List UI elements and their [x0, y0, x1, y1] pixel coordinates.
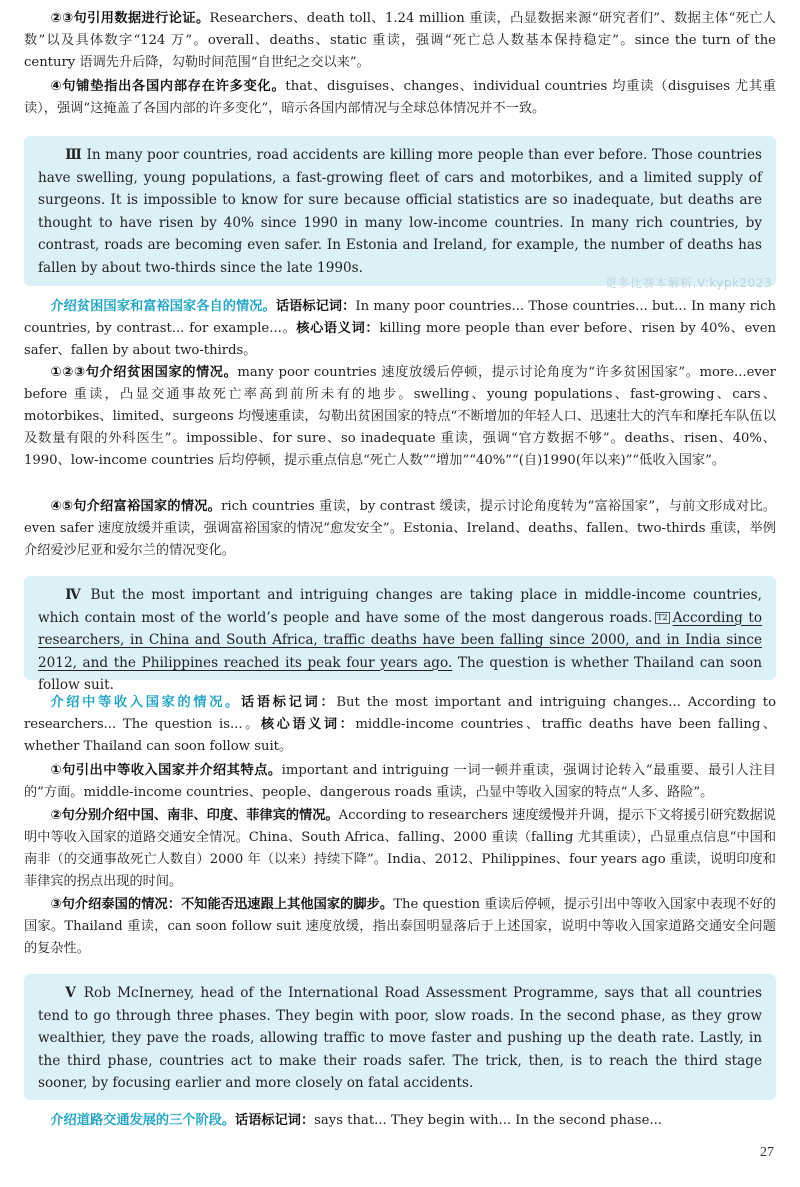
markers-label: 话语标记词：: [235, 1113, 315, 1128]
markers-text: In many poor countries... Those countries... but... In many rich countries, by contrast... for example...。: [24, 299, 777, 336]
passage-box-section-5: [24, 974, 776, 1100]
analysis-paragraph: [24, 362, 776, 472]
core-label: 核心语义词：: [260, 717, 356, 732]
summary-lead: 介绍道路交通发展的三个阶段。: [50, 1113, 236, 1128]
markers-text: But the most important and intriguing changes... According to researchers... The question is...。: [24, 695, 777, 732]
paragraph-lead: ①②③句介绍贫困国家的情况。: [50, 365, 238, 380]
paragraph-lead: ③句介绍泰国的情况：不知能否迅速跟上其他国家的脚步。: [50, 897, 394, 912]
markers-label: 话语标记词：: [275, 299, 356, 314]
core-text: middle-income countries、traffic deaths have been falling、whether Thailand can soon follow suit。: [24, 717, 777, 754]
section-numeral: Ⅴ: [65, 985, 78, 1000]
paragraph-lead: ②③句引用数据进行论证。: [50, 11, 210, 26]
paragraph-text: rich countries 重读，by contrast 缓读，提示讨论角度转为“富裕国家”，与前文形成对比。even safer 速度放缓并重读，强调富裕国家的情况“愈发安全”。Estonia、Ireland、deaths、fallen、two-thirds 重读，举例介绍爱沙尼亚和爱尔兰的情况变化。: [24, 499, 776, 558]
section-numeral: Ⅲ: [65, 147, 82, 162]
passage-box-section-4: [24, 576, 776, 693]
analysis-paragraph: [24, 8, 776, 74]
passage-box-section-3: [24, 136, 776, 286]
paragraph-lead: ①句引出中等收入国家并介绍其特点。: [50, 763, 282, 778]
question-marker: T2: [657, 613, 668, 622]
paragraph-text: The question 重读后停顿，提示引出中等收入国家中表现不好的国家。Thailand 重读，can soon follow suit 速度放缓，指出泰国明显落后于上述国家，说明中等收入国家道路交通安全问题的复杂性。: [24, 897, 776, 956]
section-numeral: Ⅳ: [65, 587, 84, 602]
summary-lead: 介绍中等收入国家的情况。: [50, 695, 242, 710]
paragraph-lead: ④⑤句介绍富裕国家的情况。: [50, 499, 222, 514]
paragraph-text: many poor countries 速度放缓后停顿，提示讨论角度为“许多贫困国家”。more...ever before 重读，凸显交通事故死亡率高到前所未有的地步。swelling、young populations、fast-growing、cars、motorbikes、limited、surgeons 均慢速重读，勾勒出贫困国家的特点“不断增加的年轻人口、迅速壮大的汽车和摩托车队伍以及数量有限的外科医生”。impossible、for sure、so inadequate 重读，强调“官方数据不够”。deaths、risen、40%、1990、low-income countries 后均停顿，提示重点信息“死亡人数”“增加”“40%”“(自)1990(年以来)”“低收入国家”。: [24, 365, 776, 468]
watermark: 更多比赛本解析,V:kypk2023: [605, 276, 772, 290]
core-text: killing more people than ever before、risen by 40%、even safer、fallen by about two-thirds。: [24, 321, 776, 358]
analysis-paragraph: [24, 496, 776, 562]
summary-paragraph: [24, 692, 776, 758]
paragraph-text: Researchers、death toll、1.24 million 重读，凸显数据来源“研究者们”、数据主体“死亡人数”以及具体数字“124 万”。overall、deaths、static 重读，强调“死亡总人数基本保持稳定”。since the turn of the century 语调先升后降，勾勒时间范围“自世纪之交以来”。: [24, 11, 776, 70]
analysis-paragraph: [24, 805, 776, 893]
passage-text: The question is whether Thailand can soon follow suit.: [38, 654, 762, 693]
passage-text: Rob McInerney, head of the International Road Assessment Programme, says that all countries tend to go through three phases. They begin with poor, slow roads. In the second phase, as they grow wealthier, they pave the roads, allowing traffic to move faster and pushing up the death rate. Lastly, in the third phase, countries act to make their roads safer. The trick, then, is to reach the third stage sooner, by focusing earlier and more closely on fatal accidents.: [38, 985, 762, 1091]
paragraph-lead: ④句铺垫指出各国内部存在许多变化。: [50, 79, 286, 94]
paragraph-lead: ②句分别介绍中国、南非、印度、菲律宾的情况。: [50, 808, 339, 823]
markers-label: 话语标记词：: [241, 695, 337, 710]
passage-text: In many poor countries, road accidents are killing more people than ever before. Those countries have swelling, young populations, a fast-growing fleet of cars and motorbikes, and a limited supply of surgeons. It is impossible to know for sure because official statistics are so inadequate, but deaths are thought to have risen by 40% since 1990 in many low-income countries. In many rich countries, by contrast, roads are becoming even safer. In Estonia and Ireland, for example, the number of deaths has fallen by about two-thirds since the late 1990s.: [38, 147, 762, 276]
analysis-paragraph: [24, 76, 776, 120]
underlined-passage-text: According to researchers, in China and South Africa, traffic deaths have been falling since 2000, and in India since 2012, and the Philippines reached its peak four years ago.: [38, 609, 763, 671]
paragraph-text: that、disguises、changes、individual countries 均重读（disguises 尤其重读），强调“这掩盖了各国内部的许多变化”，暗示各国内部情况与全球总体情况并不一致。: [24, 79, 776, 116]
page-number: 27: [760, 1145, 774, 1160]
analysis-paragraph: [24, 894, 776, 960]
paragraph-text: important and intriguing 一词一顿并重读，强调讨论转入“最重要、最引人注目的”方面。middle-income countries、people、dangerous roads 重读，凸显中等收入国家的特点“人多、路险”。: [24, 763, 776, 800]
markers-text: says that... They begin with... In the second phase...: [314, 1113, 662, 1128]
summary-lead: 介绍贫困国家和富裕国家各自的情况。: [50, 299, 276, 314]
analysis-paragraph: [24, 760, 776, 804]
paragraph-text: According to researchers 速度缓慢并升调，提示下文将援引研究数据说明中等收入国家的道路交通安全情况。China、South Africa、falling、2000 重读（falling 尤其重读），凸显重点信息“中国和南非（的交通事故死亡人数自）2000 年（以来）持续下降”。India、2012、Philippines、four years ago 重读，说明印度和菲律宾的拐点出现的时间。: [24, 808, 776, 889]
summary-paragraph: [24, 296, 776, 362]
passage-text: But the most important and intriguing changes are taking place in middle-income countries, which contain most of the world’s people and have some of the most dangerous roads.: [38, 587, 762, 626]
summary-paragraph: [24, 1110, 776, 1132]
core-label: 核心语义词：: [296, 321, 380, 336]
